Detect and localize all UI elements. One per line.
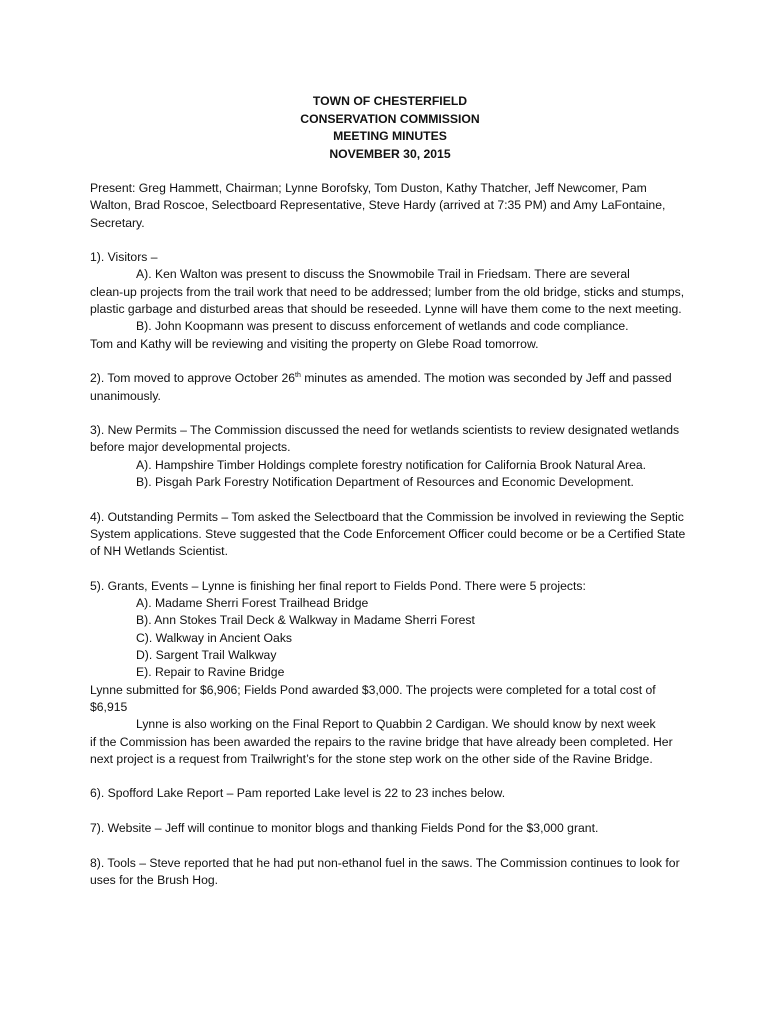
item-visitors-title: 1). Visitors –	[90, 250, 158, 265]
item-website: 7). Website – Jeff will continue to monitor blogs and thanking Fields Pond for the $3,000 grant.	[90, 820, 599, 835]
document-header	[90, 93, 690, 163]
item-new-permits	[90, 422, 690, 491]
item-minutes-approval	[90, 370, 690, 405]
visitor-a-first-line: A). Ken Walton was present to discuss the Snowmobile Trail in Friedsam. There are several	[136, 267, 630, 282]
grants-intro: 5). Grants, Events – Lynne is finishing her final report to Fields Pond. There were 5 projects:	[90, 578, 586, 593]
project-list-item: D). Sargent Trail Walkway	[136, 648, 277, 663]
item-spofford-lake: 6). Spofford Lake Report – Pam reported Lake level is 22 to 23 inches below.	[90, 786, 506, 801]
visitor-b-first-line: B). John Koopmann was present to discuss enforcement of wetlands and code compliance.	[136, 319, 629, 334]
document-type: MEETING MINUTES	[333, 129, 447, 143]
permit-a: A). Hampshire Timber Holdings complete forestry notification for California Brook Natural Area.	[136, 457, 647, 472]
item-grants-events	[90, 578, 690, 768]
approval-text-post: minutes as amended. The motion was seconded by Jeff and passed unanimously.	[90, 371, 672, 403]
project-list-item: C). Walkway in Ancient Oaks	[136, 630, 293, 645]
approval-ordinal-suffix: th	[295, 372, 301, 380]
visitor-a-continued: clean-up projects from the trail work that need to be addressed; lumber from the old bridge, sticks and stumps, plastic garbage and disturbed areas that should be reseeded. Lynne will have them come to the next meeting.	[90, 284, 685, 317]
project-list-item: A). Madame Sherri Forest Trailhead Bridge	[136, 596, 369, 611]
new-permits-text: 3). New Permits – The Commission discussed the need for wetlands scientists to review designated wetlands before major developmental projects.	[90, 423, 680, 455]
approval-text-pre: 2). Tom moved to approve October 26	[90, 371, 296, 386]
project-list-item: B). Ann Stokes Trail Deck & Walkway in Madame Sherri Forest	[136, 613, 475, 628]
project-list-item: E). Repair to Ravine Bridge	[136, 665, 285, 680]
item-tools: 8). Tools – Steve reported that he had put non-ethanol fuel in the saws. The Commission continues to look for uses for the Brush Hog.	[90, 855, 680, 887]
quabbin-report-first-line: Lynne is also working on the Final Report to Quabbin 2 Cardigan. We should know by next week	[136, 717, 656, 732]
town-name: TOWN OF CHESTERFIELD	[312, 94, 468, 108]
item-visitors	[90, 249, 690, 353]
attendance-paragraph: Present: Greg Hammett, Chairman; Lynne Borofsky, Tom Duston, Kathy Thatcher, Jeff Newcomer, Pam Walton, Brad Roscoe, Selectboard Representative, Steve Hardy (arrived at 7:35 PM) and Amy LaFontaine, Secretary.	[90, 181, 666, 230]
item-outstanding-permits: 4). Outstanding Permits – Tom asked the Selectboard that the Commission be involved in reviewing the Septic System applications. Steve suggested that the Code Enforcement Officer could become or be a Certified State of NH Wetlands Scientist.	[90, 509, 686, 559]
permit-b: B). Pisgah Park Forestry Notification Department of Resources and Economic Development.	[136, 475, 634, 490]
commission-name: CONSERVATION COMMISSION	[300, 111, 480, 126]
grant-amounts: Lynne submitted for $6,906; Fields Pond awarded $3,000. The projects were completed for a total cost of $6,915	[90, 682, 656, 714]
meeting-date: NOVEMBER 30, 2015	[329, 146, 451, 161]
quabbin-report-continued: if the Commission has been awarded the repairs to the ravine bridge that have already been completed. Her next project is a request from Trailwright’s for the stone step work on the other side of the Ravine Bridge.	[90, 734, 673, 766]
visitor-b-continued: Tom and Kathy will be reviewing and visiting the property on Glebe Road tomorrow.	[90, 336, 539, 351]
